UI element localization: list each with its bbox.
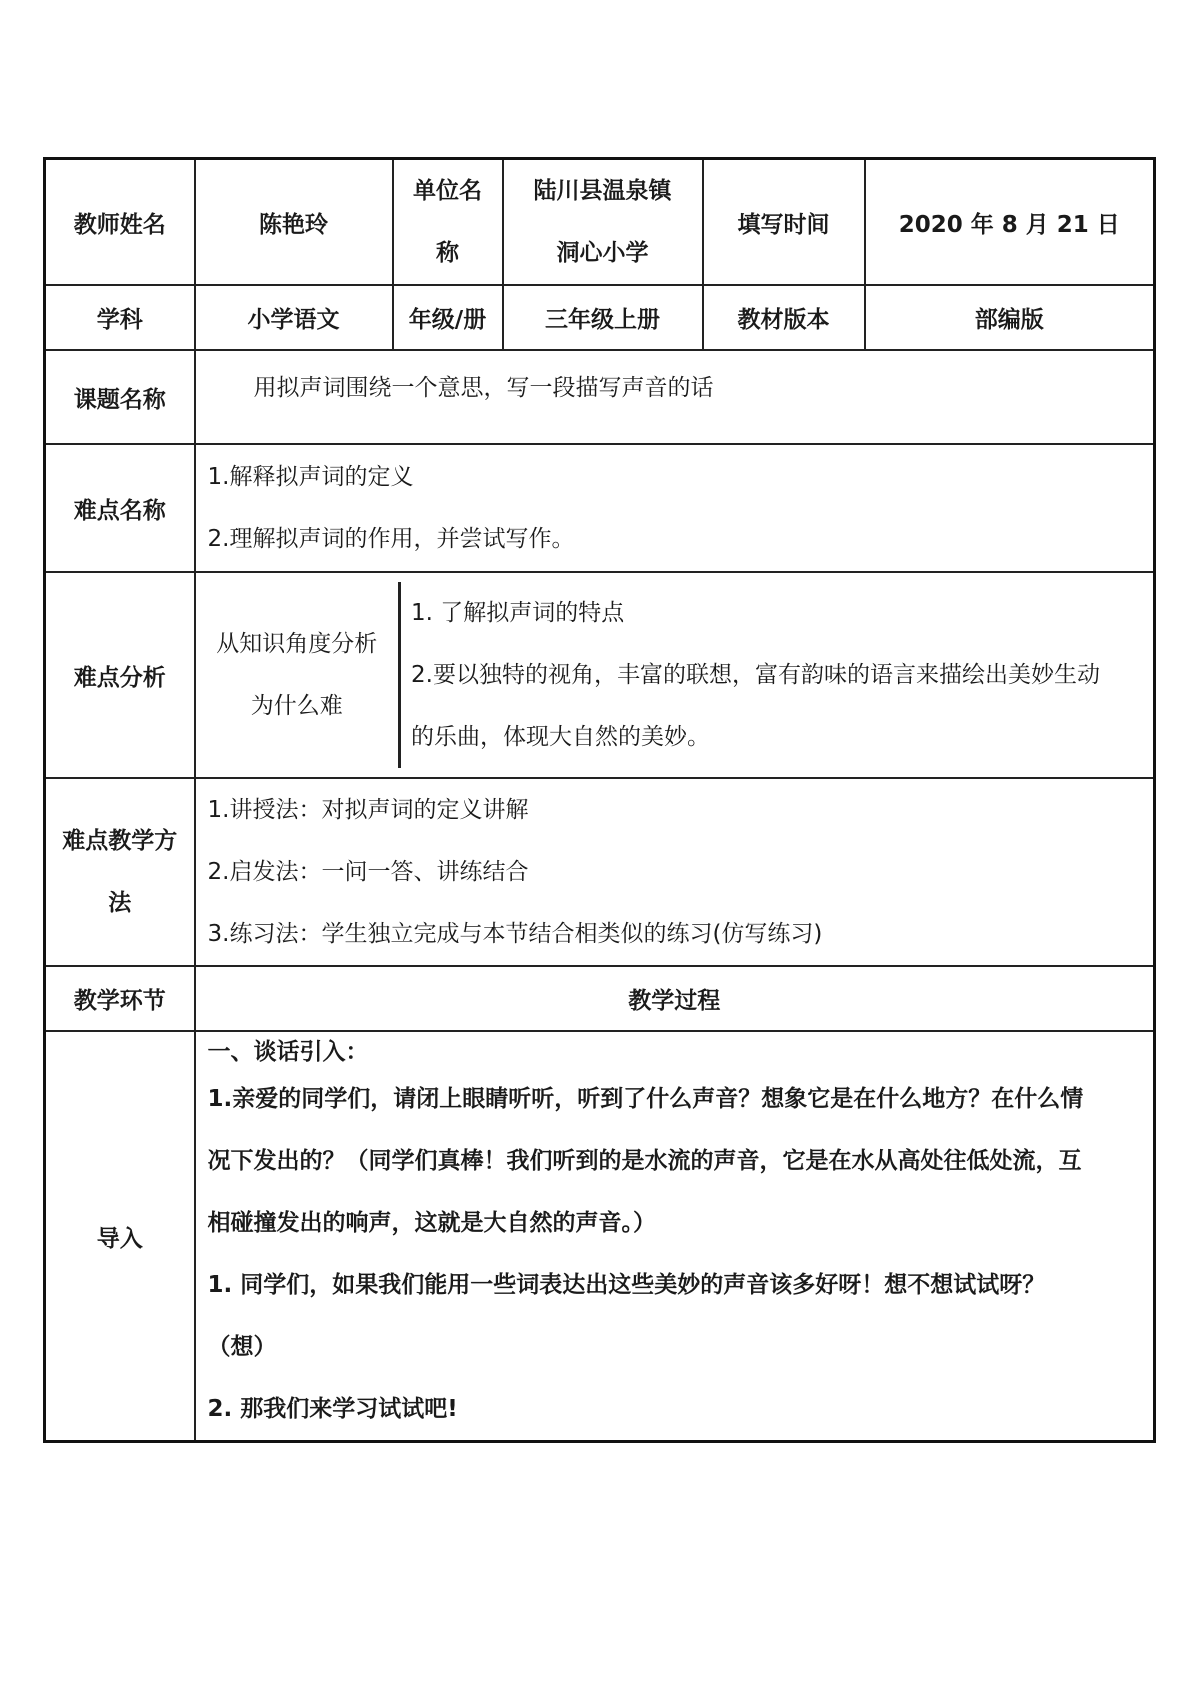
intro-title: 一、谈话引入： [207,1039,369,1065]
intro-line-3: 相碰撞发出的响声，这就是大自然的声音。） [207,1210,656,1236]
subject-value: 小学语文 [195,285,393,350]
topic-value: 用拟声词围绕一个意思，写一段描写声音的话 [195,350,1155,444]
intro-line-5: （想） [207,1334,277,1360]
analysis-line-1: 1. 了解拟声词的特点 [411,600,625,626]
analysis-inner-table [196,582,1154,768]
analysis-sub-label-line-2: 为什么难 [250,693,343,719]
analysis-sub-label [196,582,400,768]
topic-label: 课题名称 [45,350,195,444]
teacher-name-label: 教师姓名 [45,159,195,286]
intro-content [195,1031,1155,1442]
fill-date-label: 填写时间 [703,159,865,286]
teacher-name-value: 陈艳玲 [195,159,393,286]
unit-name-value-line-1: 陆川县温泉镇 [533,178,672,204]
analysis-sub-label-line-1: 从知识角度分析 [216,631,378,657]
method-row [45,778,1155,966]
method-label [45,778,195,966]
stage-label: 教学环节 [45,966,195,1031]
unit-name-label [393,159,503,286]
process-label: 教学过程 [195,966,1155,1031]
intro-line-6: 2. 那我们来学习试试吧! [207,1396,458,1422]
intro-line-4: 1. 同学们，如果我们能用一些词表达出这些美妙的声音该多好呀！想不想试试呀？ [207,1272,1046,1298]
topic-row [45,350,1155,444]
analysis-row [45,572,1155,778]
analysis-text [400,582,1154,768]
difficulty-label: 难点名称 [45,444,195,572]
unit-name-label-line-1: 单位名 [413,178,482,204]
intro-body [208,1068,1144,1440]
stage-header-row [45,966,1155,1031]
subject-label: 学科 [45,285,195,350]
unit-name-value-line-2: 洞心小学 [556,240,649,266]
lesson-plan-sheet [43,157,1153,1443]
method-line-1: 1.讲授法：对拟声词的定义讲解 [207,797,529,823]
subject-row [45,285,1155,350]
grade-label: 年级/册 [393,285,503,350]
intro-line-1: 1.亲爱的同学们，请闭上眼睛听听，听到了什么声音？想象它是在什么地方？在什么情 [207,1086,1084,1112]
fill-date-value: 2020 年 8 月 21 日 [865,159,1155,286]
method-label-line-1: 难点教学方 [62,828,178,854]
analysis-label: 难点分析 [45,572,195,778]
unit-name-label-line-2: 称 [436,240,459,266]
grade-value: 三年级上册 [503,285,703,350]
intro-row [45,1031,1155,1442]
header-row [45,159,1155,286]
analysis-content [195,572,1155,778]
difficulty-line-2: 2.理解拟声词的作用，并尝试写作。 [207,526,575,552]
difficulty-row [45,444,1155,572]
method-content [195,778,1155,966]
difficulty-line-1: 1.解释拟声词的定义 [207,464,414,490]
method-line-2: 2.启发法：一问一答、讲练结合 [207,859,529,885]
analysis-line-2: 2.要以独特的视角，丰富的联想，富有韵味的语言来描绘出美妙生动 [411,662,1100,688]
analysis-line-3: 的乐曲，体现大自然的美妙。 [411,724,710,750]
intro-line-2: 况下发出的？（同学们真棒！我们听到的是水流的声音，它是在水从高处往低处流，互 [207,1148,1082,1174]
intro-label: 导入 [45,1031,195,1442]
lesson-plan-table [43,157,1156,1443]
edition-label: 教材版本 [703,285,865,350]
method-line-3: 3.练习法：学生独立完成与本节结合相类似的练习(仿写练习) [207,921,823,947]
unit-name-value [503,159,703,286]
edition-value: 部编版 [865,285,1155,350]
method-label-line-2: 法 [108,890,132,916]
difficulty-content [195,444,1155,572]
